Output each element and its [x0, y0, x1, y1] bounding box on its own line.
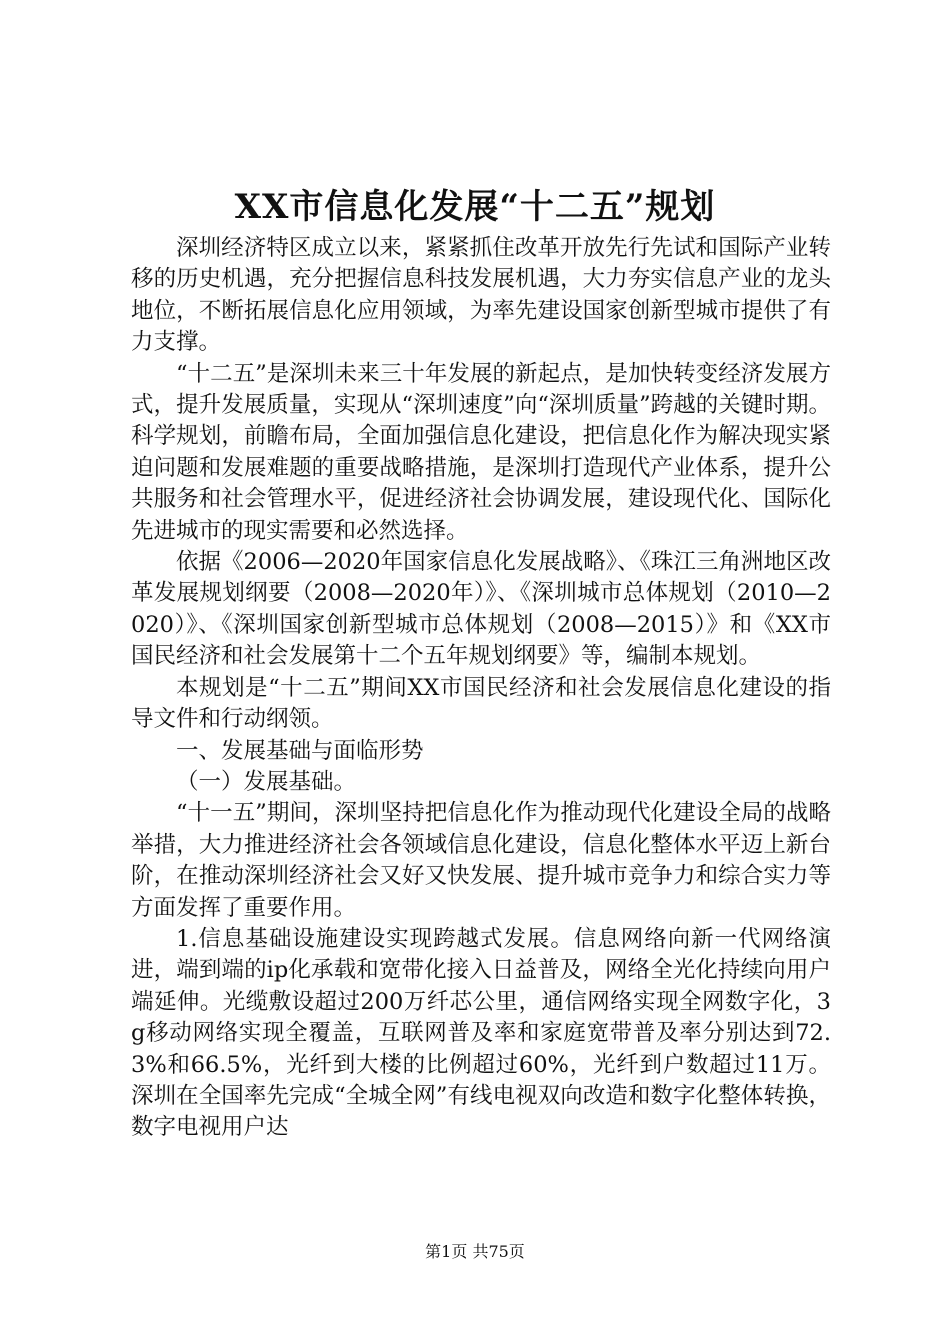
paragraph-infrastructure: 1.信息基础设施建设实现跨越式发展。信息网络向新一代网络演进，端到端的ip化承载和宽带化接入日益普及，网络全光化持续向用户端延伸。光缆敷设超过200万纤芯公里，通信网络实现全网数字化，3g移动网络实现全覆盖，互联网普及率和家庭宽带普及率分别达到72.3%和66.5%，光纤到大楼的比例超过60%，光纤到户数超过11万。深圳在全国率先完成“全城全网”有线电视双向改造和数字化整体转换，数字电视用户达 — [131, 925, 831, 1141]
paragraph-purpose: 本规划是“十二五”期间XX市国民经济和社会发展信息化建设的指导文件和行动纲领。 — [131, 674, 831, 733]
paragraph-twelfth-five-year: “十二五”是深圳未来三十年发展的新起点，是加快转变经济发展方式，提升发展质量，实现从“深圳速度”向“深圳质量”跨越的关键时期。科学规划，前瞻布局，全面加强信息化建设，把信息化作为解决现实紧迫问题和发展难题的重要战略措施，是深圳打造现代产业体系，提升公共服务和社会管理水平，促进经济社会协调发展，建设现代化、国际化先进城市的现实需要和必然选择。 — [131, 360, 831, 544]
page-number-footer: 第1页 共75页 — [425, 1242, 525, 1261]
document-body — [131, 233, 831, 1144]
paragraph-basis: 依据《2006—2020年国家信息化发展战略》、《珠江三角洲地区改革发展规划纲要（2008—2020年）》、《深圳城市总体规划（2010—2020）》、《深圳国家创新型城市总体规划（2008—2015）》和《XX市国民经济和社会发展第十二个五年规划纲要》等，编制本规划。 — [131, 549, 831, 670]
paragraph-intro: 深圳经济特区成立以来，紧紧抓住改革开放先行先试和国际产业转移的历史机遇，充分把握信息科技发展机遇，大力夯实信息产业的龙头地位，不断拓展信息化应用领域，为率先建设国家创新型城市提供了有力支撑。 — [131, 235, 831, 356]
paragraph-eleventh-five-year: “十一五”期间，深圳坚持把信息化作为推动现代化建设全局的战略举措，大力推进经济社会各领域信息化建设，信息化整体水平迈上新台阶，在推动深圳经济社会又好又快发展、提升城市竞争力和综合实力等方面发挥了重要作用。 — [131, 800, 831, 921]
subsection-heading: （一）发展基础。 — [176, 768, 357, 795]
section-heading: 一、发展基础与面临形势 — [176, 737, 424, 764]
document-title: XX市信息化发展“十二五”规划 — [234, 187, 716, 227]
